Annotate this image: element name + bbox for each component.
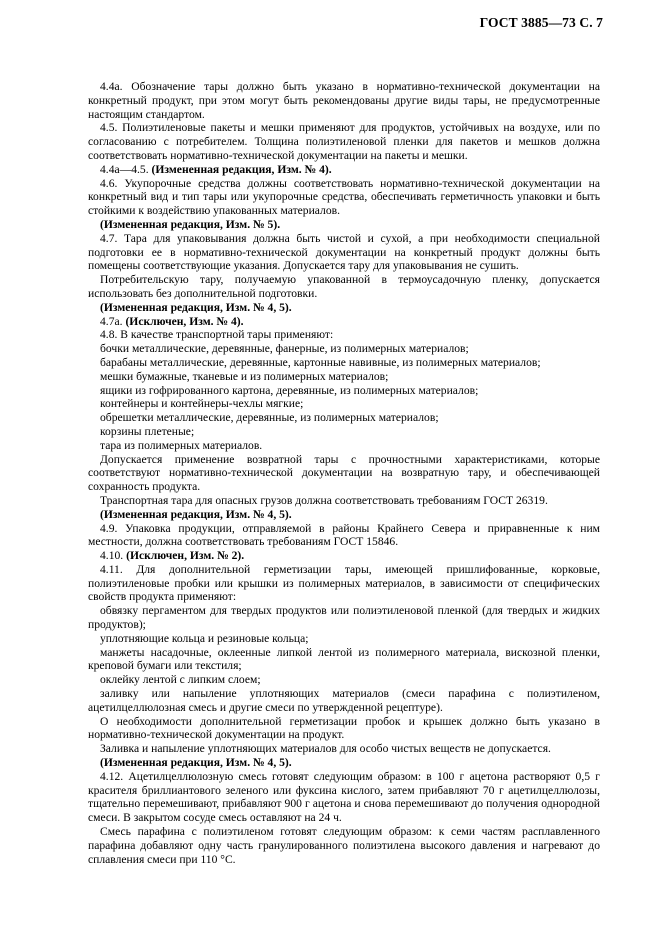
paragraph-4-10 (88, 549, 600, 563)
paragraph-sealing-note: О необходимости дополнительной герметизации пробок и крышек должно быть указано в нормативно-технической документации на продукт. (88, 714, 600, 742)
paragraph-returnable-tare: Допускается применение возвратной тары с прочностными характеристиками, которые соответствуют нормативно-технической документации на возвратную тару, и обеспечивающей сохранность продукта. (88, 452, 600, 494)
amendment-note (88, 163, 600, 177)
list-item: оклейку лентой с липким слоем; (100, 673, 261, 687)
paragraph-consumer-tare: Потребительскую тару, получаемую упакованной в термоусадочную пленку, допускается использовать без дополнительной подготовки. (88, 273, 600, 300)
amendment-note: (Измененная редакция, Изм. № 4, 5). (100, 507, 292, 521)
paragraph-4-6: 4.6. Укупорочные средства должны соответствовать нормативно-технической документации на конкретный вид и тип тары или укупорочные средства, обеспечивать герметичность упаковки и быть стойкими к воздействию упакованных материалов. (88, 176, 600, 218)
list-item: обвязку пергаментом для твердых продуктов или полиэтиленовой пленкой (для твердых и жидких продуктов); (88, 604, 600, 632)
list-item: обрешетки металлические, деревянные, из полимерных материалов; (100, 411, 439, 425)
list-item: уплотняющие кольца и резиновые кольца; (100, 631, 309, 645)
paragraph-dangerous-goods: Транспортная тара для опасных грузов должна соответствовать требованиям ГОСТ 26319. (100, 493, 548, 507)
list-item: тара из полимерных материалов. (100, 438, 263, 452)
clause-ref: 4.4а—4.5. (100, 162, 152, 176)
clause-ref: 4.10. (100, 549, 127, 563)
paragraph-4-4a: 4.4а. Обозначение тары должно быть указано в нормативно-технической документации на конкретный продукт, при этом могут быть рекомендованы другие виды тары, не предусмотренные настоящим стандартом. (88, 80, 600, 121)
amendment-text: (Исключен, Изм. № 2). (126, 549, 245, 563)
list-item: корзины плетеные; (100, 424, 195, 438)
clause-ref: 4.7а. (100, 314, 126, 328)
paragraph-paraffin-mix: Смесь парафина с полиэтиленом готовят следующим образом: к семи частям расплавленного парафина добавляют одну часть гранулированного полиэтилена высокого давления и нагревают до сплавления смеси при 110 °С. (88, 825, 600, 866)
list-item: мешки бумажные, тканевые и из полимерных материалов; (100, 369, 389, 383)
list-item: манжеты насадочные, оклеенные липкой лентой из полимерного материала, вискозной пленки, креповой бумаги или текстиля; (88, 645, 600, 673)
list-item: заливку или напыление уплотняющих материалов (смеси парафина с полиэтиленом, ацетилцеллюлозная смесь и другие смеси по утвержденной рецептуре). (88, 687, 600, 714)
amendment-note: (Измененная редакция, Изм. № 4, 5). (100, 756, 292, 770)
amendment-note: (Измененная редакция, Изм. № 4, 5). (100, 300, 292, 314)
page-header: ГОСТ 3885—73 С. 7 (479, 15, 603, 30)
paragraph-4-7a (88, 315, 600, 329)
document-body (88, 80, 600, 866)
paragraph-pure-substances: Заливка и напыление уплотняющих материалов для особо чистых веществ не допускается. (100, 742, 551, 756)
amendment-text: (Измененная редакция, Изм. № 4). (151, 162, 332, 176)
list-item: контейнеры и контейнеры-чехлы мягкие; (100, 397, 304, 411)
paragraph-4-12: 4.12. Ацетилцеллюлозную смесь готовят следующим образом: в 100 г ацетона растворяют 0,5 г красителя бриллиантового зеленого или фуксина кислого, затем прибавляют 70 г ацетилцеллюлозы, тщательно перемешивают, прибавляют 900 г ацетона и снова перемешивают до получения однородной смеси. В закрытом сосуде смесь оставляют на 24 ч. (88, 769, 600, 825)
paragraph-4-9: 4.9. Упаковка продукции, отправляемой в районы Крайнего Севера и приравненные к ним местности, должна соответствовать требованиям ГОСТ 15846. (88, 521, 600, 549)
paragraph-4-7: 4.7. Тара для упаковывания должна быть чистой и сухой, а при необходимости специальной подготовки ее в нормативно-технической документации на конкретный продукт должны быть помещены соответствующие указания. Допускается тару для упаковывания не сушить. (88, 231, 600, 273)
list-item: ящики из гофрированного картона, деревянные, из полимерных материалов; (100, 383, 479, 397)
paragraph-4-11: 4.11. Для дополнительной герметизации тары, имеющей пришлифованные, корковые, полиэтиленовые пробки или крышки из полимерных материалов, в зависимости от специфических свойств продукта применяют: (88, 562, 600, 604)
amendment-text: (Исключен, Изм. № 4). (125, 314, 244, 328)
amendment-note: (Измененная редакция, Изм. № 5). (100, 217, 281, 231)
list-item: бочки металлические, деревянные, фанерные, из полимерных материалов; (100, 342, 469, 356)
list-item: барабаны металлические, деревянные, картонные навивные, из полимерных материалов; (100, 355, 541, 369)
paragraph-4-8: 4.8. В качестве транспортной тары применяют: (100, 328, 334, 342)
paragraph-4-5: 4.5. Полиэтиленовые пакеты и мешки применяют для продуктов, устойчивых на воздухе, или по согласованию с потребителем. Толщина полиэтиленовой пленки для пакетов и мешков должна соответствовать нормативно-технической документации на пакеты и мешки. (88, 121, 600, 162)
